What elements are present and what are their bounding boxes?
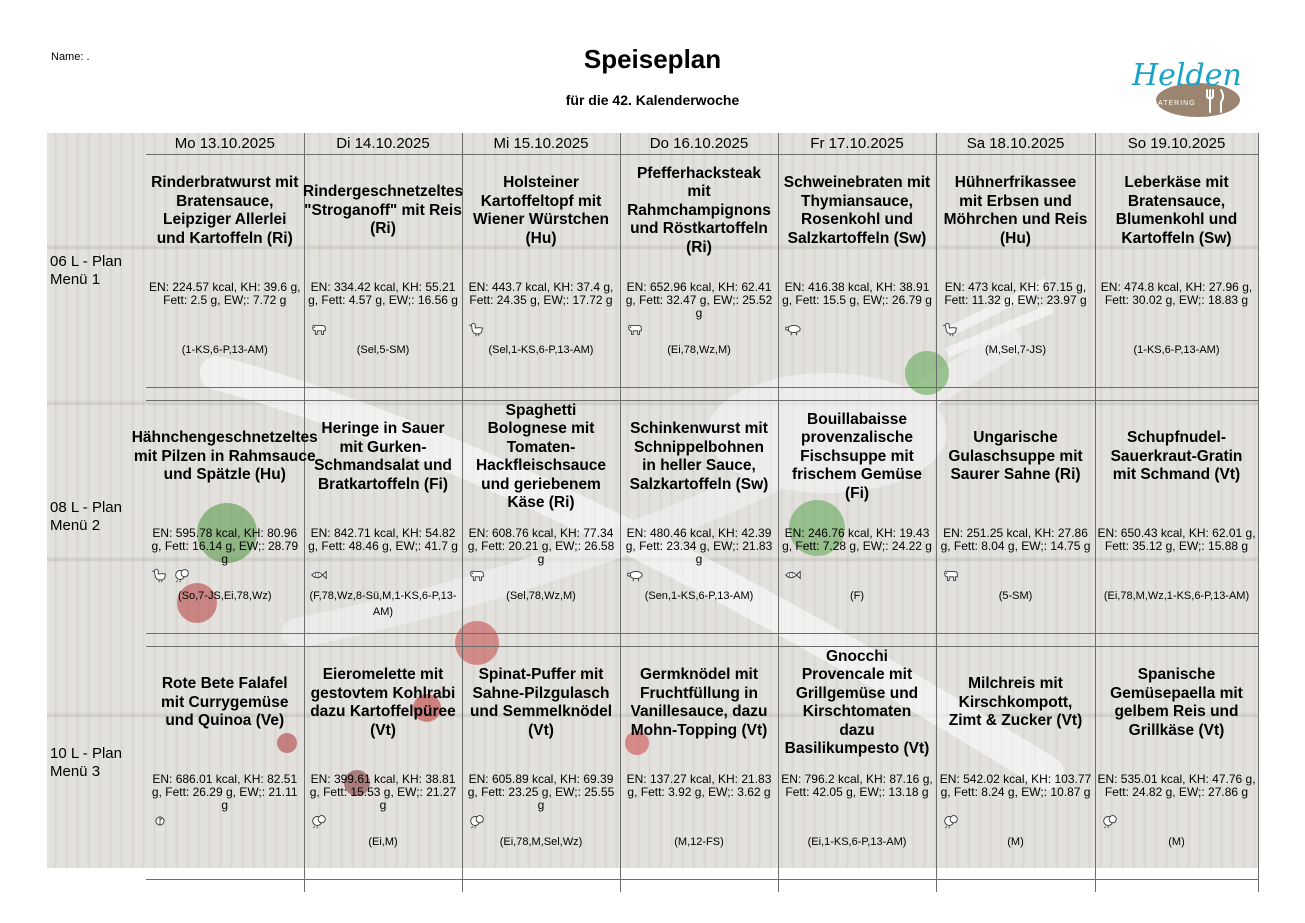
nutrition-info: EN: 474.8 kcal, KH: 27.96 g, Fett: 30.02 g, EW;: 18.83 g: [1100, 280, 1253, 307]
menu-cell: [936, 401, 1095, 634]
vegetable-icon: [942, 812, 960, 832]
nutrition-info: EN: 443.7 kcal, KH: 37.4 g, Fett: 24.35 g, EW;: 17.72 g: [468, 280, 614, 307]
name-label: Name: .: [51, 51, 90, 63]
menu-row-label: 10 L - Plan Menü 3: [50, 745, 122, 780]
dish-name: Schweinebraten mit Thymiansauce, Rosenkohl und Salzkartoffeln (Sw): [783, 174, 931, 247]
allergens: (M,12-FS): [674, 836, 724, 848]
cow-icon: [310, 320, 328, 340]
vegetable-icon: [173, 566, 191, 586]
allergens: (Sel,78,Wz,M): [506, 590, 576, 602]
nutrition-info: EN: 605.89 kcal, KH: 69.39 g, Fett: 23.25 g, EW;: 25.55 g: [467, 772, 615, 812]
nutrition-info: EN: 251.25 kcal, KH: 27.86 g, Fett: 8.04 g, EW;: 14.75 g: [940, 526, 1091, 553]
diet-icons: [310, 320, 328, 340]
nutrition-info: EN: 650.43 kcal, KH: 62.01 g, Fett: 35.12 g, EW;: 15.88 g: [1097, 526, 1256, 553]
cow-icon: [468, 566, 486, 586]
allergens: (Sel,1-KS,6-P,13-AM): [488, 344, 594, 356]
menu-cell: [462, 155, 620, 388]
allergens: (F): [849, 590, 865, 602]
nutrition-info: EN: 542.02 kcal, KH: 103.77 g, Fett: 8.24 g, EW;: 10.87 g: [939, 772, 1092, 799]
dish-name: Leberkäse mit Bratensauce, Blumenkohl und Kartoffeln (Sw): [1115, 174, 1238, 247]
diet-icons: [942, 320, 960, 340]
dish-name: Schupfnudel- Sauerkraut-Gratin mit Schmand (Vt): [1110, 429, 1243, 484]
allergens: (M): [1007, 836, 1024, 848]
allergens: (Ei,1-KS,6-P,13-AM): [807, 836, 907, 848]
pig-icon: [784, 320, 802, 340]
menu-row: [47, 155, 1258, 388]
menu-table: [47, 133, 1259, 892]
allergens: (Ei,78,M,Sel,Wz): [499, 836, 583, 848]
menu-row: [47, 401, 1258, 634]
diet-icons: [310, 566, 328, 586]
menu-row: [47, 647, 1258, 880]
menu-cell: [620, 155, 778, 388]
menu-row-label: 06 L - Plan Menü 1: [50, 253, 122, 288]
nutrition-info: EN: 473 kcal, KH: 67.15 g, Fett: 11.32 g, EW;: 23.97 g: [944, 280, 1087, 307]
diet-icons: [468, 566, 486, 586]
nutrition-info: EN: 224.57 kcal, KH: 39.6 g, Fett: 2.5 g, EW;: 7.72 g: [149, 280, 301, 307]
nutrition-info: EN: 416.38 kcal, KH: 38.91 g, Fett: 15.5 g, EW;: 26.79 g: [782, 280, 932, 307]
menu-cell: [462, 401, 620, 634]
diet-icons: [626, 320, 644, 340]
dish-name: Hühnerfrikassee mit Erbsen und Möhrchen und Reis (Hu): [943, 174, 1088, 247]
allergens: (1-KS,6-P,13-AM): [181, 344, 268, 356]
diet-icons: [151, 566, 191, 586]
dish-name: Germknödel mit Fruchtfüllung in Vanillesauce, dazu Mohn-Topping (Vt): [630, 666, 768, 739]
menu-cell: [620, 401, 778, 634]
vegetable-icon: [310, 812, 328, 832]
fish-icon: [310, 566, 328, 586]
day-header-row: [47, 133, 1258, 155]
menu-cell: [1095, 401, 1258, 634]
diet-icons: [468, 320, 486, 340]
allergens: (Ei,78,Wz,M): [667, 344, 731, 356]
menu-cell: [778, 155, 936, 388]
day-header: Fr 17.10.2025: [778, 133, 936, 155]
allergens: (M): [1168, 836, 1185, 848]
dish-name: Bouillabaisse provenzalische Fischsuppe mit frischem Gemüse (Fi): [791, 410, 923, 502]
vegetable-icon: [468, 812, 486, 832]
nutrition-info: EN: 595.78 kcal, KH: 80.96 g, Fett: 16.14 g, EW;: 28.79 g: [151, 526, 299, 566]
day-header: Di 14.10.2025: [304, 133, 462, 155]
menu-cell: [1095, 647, 1258, 880]
nutrition-info: EN: 842.71 kcal, KH: 54.82 g, Fett: 48.46 g, EW;: 41.7 g: [308, 526, 458, 553]
menu-cell: [304, 155, 462, 388]
diet-icons: [784, 566, 802, 586]
svg-text:CATERING: CATERING: [1152, 100, 1196, 107]
allergens: (5-SM): [998, 590, 1033, 602]
row-separator: [47, 880, 1258, 893]
menu-cell: [936, 647, 1095, 880]
dish-name: Gnocchi Provencale mit Grillgemüse und Kirschtomaten dazu Basilikumpesto (Vt): [784, 647, 930, 757]
fish-icon: [784, 566, 802, 586]
row-separator: [47, 388, 1258, 401]
diet-icons: [151, 812, 169, 832]
allergens: (F,78,Wz,8-Sü,M,1-KS,6-P,13-AM): [309, 590, 457, 618]
nutrition-info: EN: 334.42 kcal, KH: 55.21 g, Fett: 4.57 g, EW;: 16.56 g: [308, 280, 458, 307]
nutrition-info: EN: 137.27 kcal, KH: 21.83 g, Fett: 3.92 g, EW;: 3.62 g: [626, 772, 772, 799]
day-header: Do 16.10.2025: [620, 133, 778, 155]
page-subtitle: für die 42. Kalenderwoche: [565, 92, 740, 108]
day-header: So 19.10.2025: [1095, 133, 1258, 155]
allergens: (Ei,78,M,Wz,1-KS,6-P,13-AM): [1103, 590, 1250, 602]
diet-icons: [942, 812, 960, 832]
pig-icon: [626, 566, 644, 586]
chicken-icon: [942, 320, 960, 340]
nutrition-info: EN: 796.2 kcal, KH: 87.16 g, Fett: 42.05 g, EW;: 13.18 g: [781, 772, 933, 799]
dish-name: Hähnchengeschnetzeltes mit Pilzen in Rahmsauce und Spätzle (Hu): [131, 429, 318, 484]
nutrition-info: EN: 652.96 kcal, KH: 62.41 g, Fett: 32.47 g, EW;: 25.52 g: [625, 280, 773, 320]
vegetable-icon: [1101, 812, 1119, 832]
allergens: (Sen,1-KS,6-P,13-AM): [644, 590, 754, 602]
cow-icon: [626, 320, 644, 340]
dish-name: Spaghetti Bolognese mit Tomaten- Hackfleischsauce und geriebenem Käse (Ri): [475, 401, 607, 511]
nutrition-info: EN: 535.01 kcal, KH: 47.76 g, Fett: 24.82 g, EW;: 27.86 g: [1097, 772, 1256, 799]
menu-cell: [304, 401, 462, 634]
allergens: (Ei,M): [368, 836, 398, 848]
diet-icons: [942, 566, 960, 586]
menu-cell: [1095, 155, 1258, 388]
chicken-icon: [151, 566, 169, 586]
dish-name: Ungarische Gulaschsuppe mit Saurer Sahne (Ri): [948, 429, 1083, 484]
nutrition-info: EN: 246.76 kcal, KH: 19.43 g, Fett: 7.28 g, EW;: 24.22 g: [782, 526, 932, 553]
allergens: (1-KS,6-P,13-AM): [1133, 344, 1220, 356]
dish-name: Heringe in Sauer mit Gurken- Schmandsalat und Bratkartoffeln (Fi): [314, 420, 452, 493]
menu-cell: [936, 155, 1095, 388]
nutrition-info: EN: 608.76 kcal, KH: 77.34 g, Fett: 20.21 g, EW;: 26.58 g: [467, 526, 615, 566]
chicken-icon: [468, 320, 486, 340]
menu-row-label: 08 L - Plan Menü 2: [50, 499, 122, 534]
diet-icons: [784, 320, 802, 340]
diet-icons: [1101, 812, 1119, 832]
menu-cell: [304, 647, 462, 880]
nutrition-info: EN: 399.61 kcal, KH: 38.81 g, Fett: 15.53 g, EW;: 21.27 g: [309, 772, 457, 812]
nutrition-info: EN: 480.46 kcal, KH: 42.39 g, Fett: 23.34 g, EW;: 21.83 g: [625, 526, 773, 566]
dish-name: Spinat-Puffer mit Sahne-Pilzgulasch und Semmelknödel (Vt): [469, 666, 613, 739]
dish-name: Rinderbratwurst mit Bratensauce, Leipziger Allerlei und Kartoffeln (Ri): [151, 174, 299, 247]
helden-catering-logo: [1124, 52, 1250, 120]
allergens: (So,7-JS,Ei,78,Wz): [177, 590, 272, 602]
svg-text:Helden: Helden: [1132, 58, 1242, 93]
dish-name: Milchreis mit Kirschkompott, Zimt & Zucker (Vt): [948, 675, 1083, 730]
dish-name: Eieromelette mit gestovtem Kohlrabi dazu Kartoffelpüree (Vt): [310, 666, 456, 739]
dish-name: Schinkenwurst mit Schnippelbohnen in heller Sauce, Salzkartoffeln (Sw): [629, 420, 769, 493]
dish-name: Holsteiner Kartoffeltopf mit Wiener Würstchen (Hu): [473, 174, 609, 247]
corner-cell: [47, 133, 146, 155]
page-title: Speiseplan: [583, 44, 722, 74]
menu-cell: [131, 401, 318, 634]
menu-cell: [778, 401, 936, 634]
day-header: Mo 13.10.2025: [146, 133, 304, 155]
row-separator: [47, 634, 1258, 647]
menu-cell: [620, 647, 778, 880]
diet-icons: [310, 812, 328, 832]
day-header: Sa 18.10.2025: [936, 133, 1095, 155]
menu-cell: [146, 155, 304, 388]
allergens: (Sel,5-SM): [356, 344, 410, 356]
day-header: Mi 15.10.2025: [462, 133, 620, 155]
dish-name: Spanische Gemüsepaella mit gelbem Reis und Grillkäse (Vt): [1110, 666, 1243, 739]
vegan-icon: [151, 812, 169, 832]
allergens: (M,Sel,7-JS): [984, 344, 1047, 356]
dish-name: Rote Bete Falafel mit Currygemüse und Quinoa (Ve): [161, 675, 289, 730]
dish-name: Rindergeschnetzeltes "Stroganoff" mit Reis (Ri): [302, 183, 464, 238]
nutrition-info: EN: 686.01 kcal, KH: 82.51 g, Fett: 26.29 g, EW;: 21.11 g: [151, 772, 298, 812]
cow-icon: [942, 566, 960, 586]
diet-icons: [626, 566, 644, 586]
menu-cell: [146, 647, 304, 880]
diet-icons: [468, 812, 486, 832]
menu-cell: [778, 647, 936, 880]
dish-name: Pfefferhacksteak mit Rahmchampignons und Röstkartoffeln (Ri): [627, 164, 771, 256]
menu-cell: [462, 647, 620, 880]
